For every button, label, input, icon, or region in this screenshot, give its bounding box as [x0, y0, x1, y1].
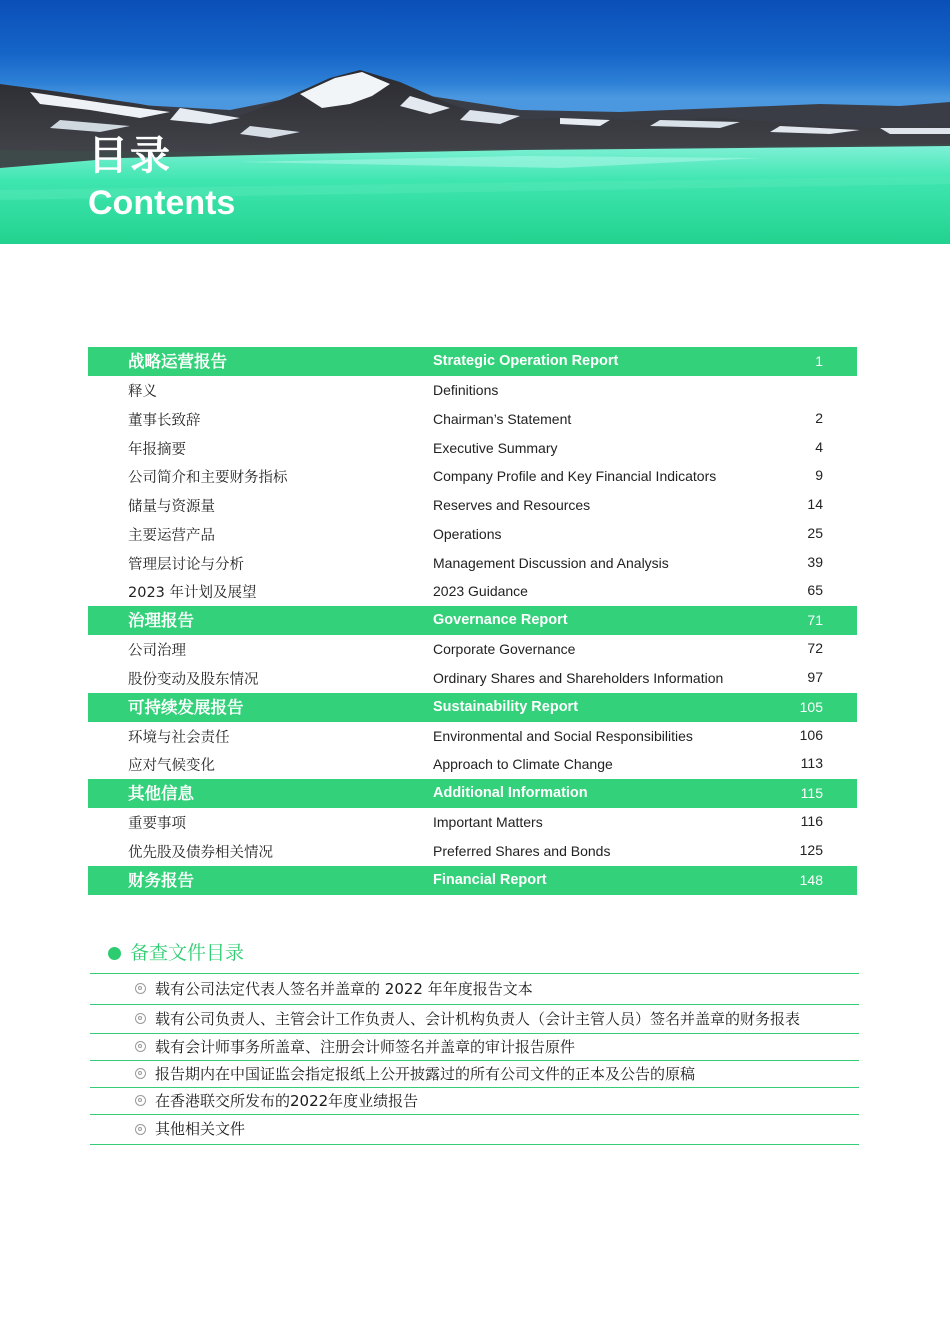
reference-doc-item [90, 1005, 859, 1033]
toc-title-en: Approach to Climate Change [433, 756, 613, 773]
reference-doc-text: 载有会计师事务所盖章、注册会计师签名并盖章的审计报告原件 [155, 1038, 576, 1056]
toc-page-number: 39 [807, 553, 823, 570]
toc-title-cn: 公司简介和主要财务指标 [128, 470, 288, 487]
toc-section-row[interactable] [88, 866, 857, 895]
toc-page-number: 14 [807, 496, 823, 512]
toc-title-en: Executive Summary [433, 439, 558, 456]
toc-title-cn: 可持续发展报告 [128, 697, 244, 717]
toc-section-row[interactable] [88, 347, 857, 376]
toc-page-number: 106 [799, 726, 823, 743]
toc-title-cn: 公司治理 [128, 643, 186, 659]
toc-item-row[interactable] [88, 722, 857, 751]
toc-item-row[interactable] [88, 405, 857, 434]
reference-doc-text: 其他相关文件 [155, 1120, 246, 1138]
page-subtitle: Contents [88, 184, 236, 222]
toc-title-en: Operations [433, 525, 502, 542]
toc-page-number: 9 [815, 467, 823, 484]
toc-page-number: 125 [799, 841, 823, 858]
toc-page-number: 72 [807, 640, 823, 656]
toc-page-number: 65 [807, 582, 823, 599]
toc-title-cn: 重要事项 [128, 816, 186, 832]
toc-title-en: Definitions [433, 382, 499, 398]
reference-doc-item [90, 1061, 859, 1087]
hero-banner [0, 0, 950, 244]
toc-page-number: 1 [815, 353, 823, 369]
toc-item-row[interactable] [88, 837, 857, 866]
reference-doc-item [90, 974, 859, 1004]
toc-title-en: Sustainability Report [433, 698, 579, 715]
divider [90, 1144, 859, 1145]
toc-page-number: 97 [807, 668, 823, 685]
toc-title-cn: 董事长致辞 [128, 412, 201, 429]
toc-title-cn: 应对气候变化 [128, 758, 215, 775]
reference-doc-text: 载有公司法定代表人签名并盖章的 2022 年年度报告文本 [155, 980, 533, 998]
toc-page-number: 71 [807, 612, 823, 628]
toc-title-en: Ordinary Shares and Shareholders Information [433, 669, 724, 686]
table-of-contents [88, 347, 857, 895]
toc-title-en: Additional Information [433, 785, 588, 801]
toc-item-row[interactable] [88, 635, 857, 664]
ring-bullet-icon [135, 1095, 146, 1106]
toc-item-row[interactable] [88, 434, 857, 463]
toc-item-row[interactable] [88, 549, 857, 578]
toc-title-cn: 2023 年计划及展望 [128, 585, 257, 602]
toc-title-en: Important Matters [433, 814, 543, 830]
ring-bullet-icon [135, 1068, 146, 1079]
toc-item-row[interactable] [88, 577, 857, 606]
toc-title-en: Financial Report [433, 871, 547, 888]
reference-docs-list [90, 973, 859, 1145]
ring-bullet-icon [135, 983, 146, 994]
reference-doc-item [90, 1034, 859, 1060]
toc-section-row[interactable] [88, 606, 857, 635]
reference-docs-title: 备查文件目录 [130, 942, 245, 964]
toc-title-cn: 战略运营报告 [128, 352, 227, 371]
toc-title-cn: 储量与资源量 [128, 499, 215, 515]
toc-title-cn: 股份变动及股东情况 [128, 671, 259, 688]
toc-page-number: 115 [800, 785, 823, 801]
toc-title-en: Preferred Shares and Bonds [433, 842, 611, 859]
toc-title-cn: 优先股及债券相关情况 [128, 844, 273, 861]
toc-title-cn: 释义 [128, 384, 157, 400]
toc-title-cn: 财务报告 [128, 870, 194, 890]
toc-section-row[interactable] [88, 779, 857, 808]
toc-page-number: 105 [799, 698, 823, 715]
toc-title-en: Strategic Operation Report [433, 353, 619, 369]
reference-doc-text: 载有公司负责人、主管会计工作负责人、会计机构负责人（会计主管人员）签名并盖章的财务报表 [155, 1010, 801, 1028]
toc-title-en: Reserves and Resources [433, 497, 591, 513]
toc-page-number: 2 [815, 409, 823, 426]
toc-title-en: Chairman’s Statement [433, 410, 572, 427]
toc-title-cn: 年报摘要 [128, 441, 186, 458]
bullet-dot-icon [108, 947, 121, 960]
toc-item-row[interactable] [88, 520, 857, 549]
toc-title-cn: 主要运营产品 [128, 527, 215, 544]
toc-title-en: Environmental and Social Responsibilities [433, 727, 693, 744]
toc-item-row[interactable] [88, 808, 857, 837]
page-title: 目录 [88, 133, 172, 179]
toc-section-row[interactable] [88, 693, 857, 722]
toc-title-en: Governance Report [433, 612, 568, 628]
toc-item-row[interactable] [88, 750, 857, 779]
toc-page-number: 116 [800, 813, 823, 829]
toc-item-row[interactable] [88, 491, 857, 520]
toc-item-row[interactable] [88, 462, 857, 491]
toc-title-cn: 其他信息 [128, 784, 194, 803]
toc-page-number: 148 [799, 871, 823, 888]
toc-title-en: Corporate Governance [433, 641, 576, 657]
toc-item-row[interactable] [88, 664, 857, 693]
toc-page-number: 25 [807, 524, 823, 541]
toc-title-en: Company Profile and Key Financial Indicators [433, 468, 717, 485]
reference-doc-item [90, 1088, 859, 1114]
ring-bullet-icon [135, 1041, 146, 1052]
toc-item-row[interactable] [88, 376, 857, 405]
reference-doc-text: 报告期内在中国证监会指定报纸上公开披露过的所有公司文件的正本及公告的原稿 [155, 1065, 696, 1083]
reference-doc-item [90, 1115, 859, 1144]
toc-title-cn: 治理报告 [128, 611, 194, 630]
toc-page-number: 4 [815, 438, 823, 455]
toc-page-number: 113 [800, 755, 823, 772]
ring-bullet-icon [135, 1013, 146, 1024]
toc-title-en: Management Discussion and Analysis [433, 554, 669, 571]
ring-bullet-icon [135, 1124, 146, 1135]
reference-doc-text: 在香港联交所发布的2022年度业绩报告 [155, 1092, 419, 1110]
toc-title-cn: 环境与社会责任 [128, 729, 230, 746]
toc-title-en: 2023 Guidance [433, 583, 528, 600]
toc-title-cn: 管理层讨论与分析 [128, 556, 244, 573]
